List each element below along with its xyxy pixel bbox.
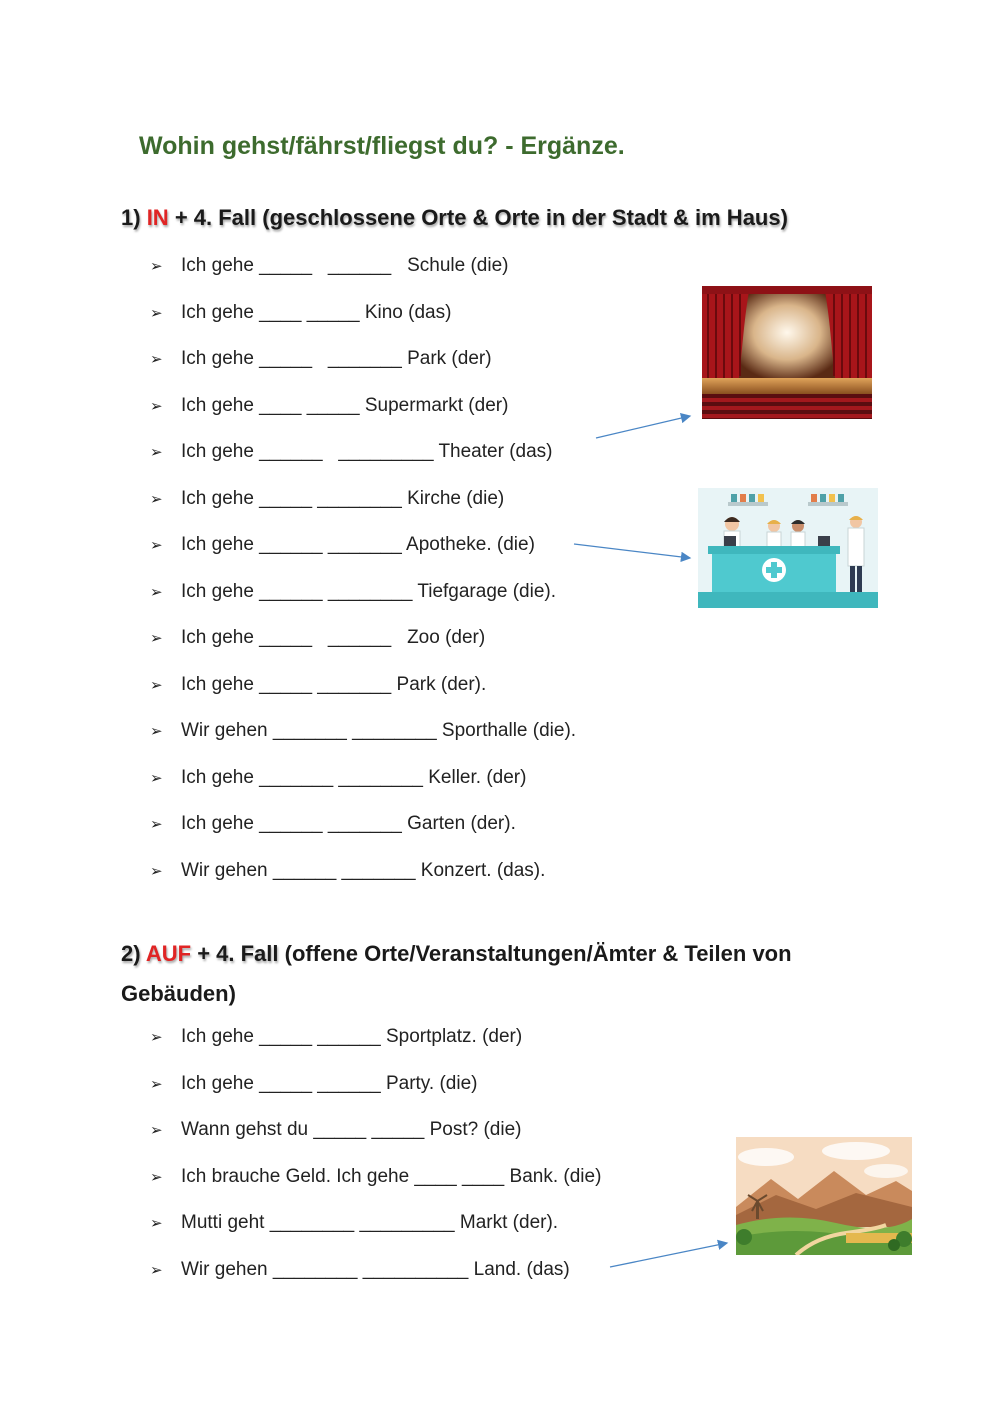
- exercise-text: Ich gehe _____ _______ Park (der): [181, 348, 492, 370]
- exercise-text: Mutti geht ________ _________ Markt (der).: [181, 1212, 559, 1234]
- keyword-auf: AUF: [145, 941, 192, 966]
- arrowhead-bullet-icon: ➢: [150, 490, 163, 508]
- keyword-in: IN: [146, 205, 169, 230]
- section-1-heading: 1) IN + 4. Fall (geschlossene Orte & Orte in der Stadt & im Haus): [121, 205, 788, 230]
- arrowhead-bullet-icon: ➢: [150, 816, 163, 834]
- exercise-text: Ich gehe _____ ______ Schule (die): [181, 255, 509, 277]
- exercise-text: Ich gehe _____ ______ Sportplatz. (der): [181, 1026, 523, 1048]
- page-title: Wohin gehst/fährst/fliegst du? - Ergänze.: [139, 132, 625, 160]
- exercise-text: Wir gehen ________ __________ Land. (das): [181, 1258, 570, 1280]
- arrowhead-bullet-icon: ➢: [150, 630, 163, 648]
- arrowhead-bullet-icon: ➢: [150, 676, 163, 694]
- exercise-text: Ich gehe ______ _______ Garten (der).: [181, 813, 516, 835]
- exercise-text: Ich gehe _______ ________ Keller. (der): [181, 766, 527, 788]
- arrowhead-bullet-icon: ➢: [150, 862, 163, 880]
- exercise-text: Ich gehe ______ _________ Theater (das): [181, 441, 553, 463]
- arrowhead-bullet-icon: ➢: [150, 1215, 163, 1233]
- arrowhead-bullet-icon: ➢: [150, 1029, 163, 1047]
- exercise-text: Ich gehe _____ _______ Park (der).: [181, 673, 487, 695]
- arrowhead-bullet-icon: ➢: [150, 1122, 163, 1140]
- exercise-text: Wann gehst du _____ _____ Post? (die): [181, 1119, 522, 1141]
- arrowhead-bullet-icon: ➢: [150, 1168, 163, 1186]
- exercise-text: Ich gehe _____ ________ Kirche (die): [181, 487, 505, 509]
- arrowhead-bullet-icon: ➢: [150, 444, 163, 462]
- exercise-text: Ich gehe ______ ________ Tiefgarage (die).: [181, 580, 557, 602]
- arrowhead-bullet-icon: ➢: [150, 258, 163, 276]
- exercise-text: Ich gehe ____ _____ Supermarkt (der): [181, 394, 509, 416]
- section-2-heading: 2) AUF + 4. Fall (offene Orte/Veranstaltungen/Ämter & Teilen von Gebäuden): [121, 941, 792, 1006]
- arrowhead-bullet-icon: ➢: [150, 583, 163, 601]
- arrow-to-theater-image: [596, 416, 690, 438]
- arrowhead-bullet-icon: ➢: [150, 723, 163, 741]
- exercise-text: Ich gehe _____ ______ Party. (die): [181, 1072, 478, 1094]
- arrowhead-bullet-icon: ➢: [150, 351, 163, 369]
- exercise-text: Ich brauche Geld. Ich gehe ____ ____ Bank. (die): [181, 1165, 602, 1187]
- arrowhead-bullet-icon: ➢: [150, 1075, 163, 1093]
- arrow-to-countryside-image: [610, 1243, 727, 1267]
- arrowhead-bullet-icon: ➢: [150, 397, 163, 415]
- exercise-text: Ich gehe _____ ______ Zoo (der): [181, 627, 486, 649]
- exercise-text: Ich gehe ______ _______ Apotheke. (die): [181, 534, 535, 556]
- arrowhead-bullet-icon: ➢: [150, 1261, 163, 1279]
- arrow-to-pharmacy-image: [574, 544, 690, 558]
- arrowhead-bullet-icon: ➢: [150, 304, 163, 322]
- arrowhead-bullet-icon: ➢: [150, 769, 163, 787]
- exercise-text: Wir gehen ______ _______ Konzert. (das).: [181, 859, 546, 881]
- exercise-text: Ich gehe ____ _____ Kino (das): [181, 301, 452, 323]
- arrowhead-bullet-icon: ➢: [150, 537, 163, 555]
- exercise-text: Wir gehen _______ ________ Sporthalle (die).: [181, 720, 577, 742]
